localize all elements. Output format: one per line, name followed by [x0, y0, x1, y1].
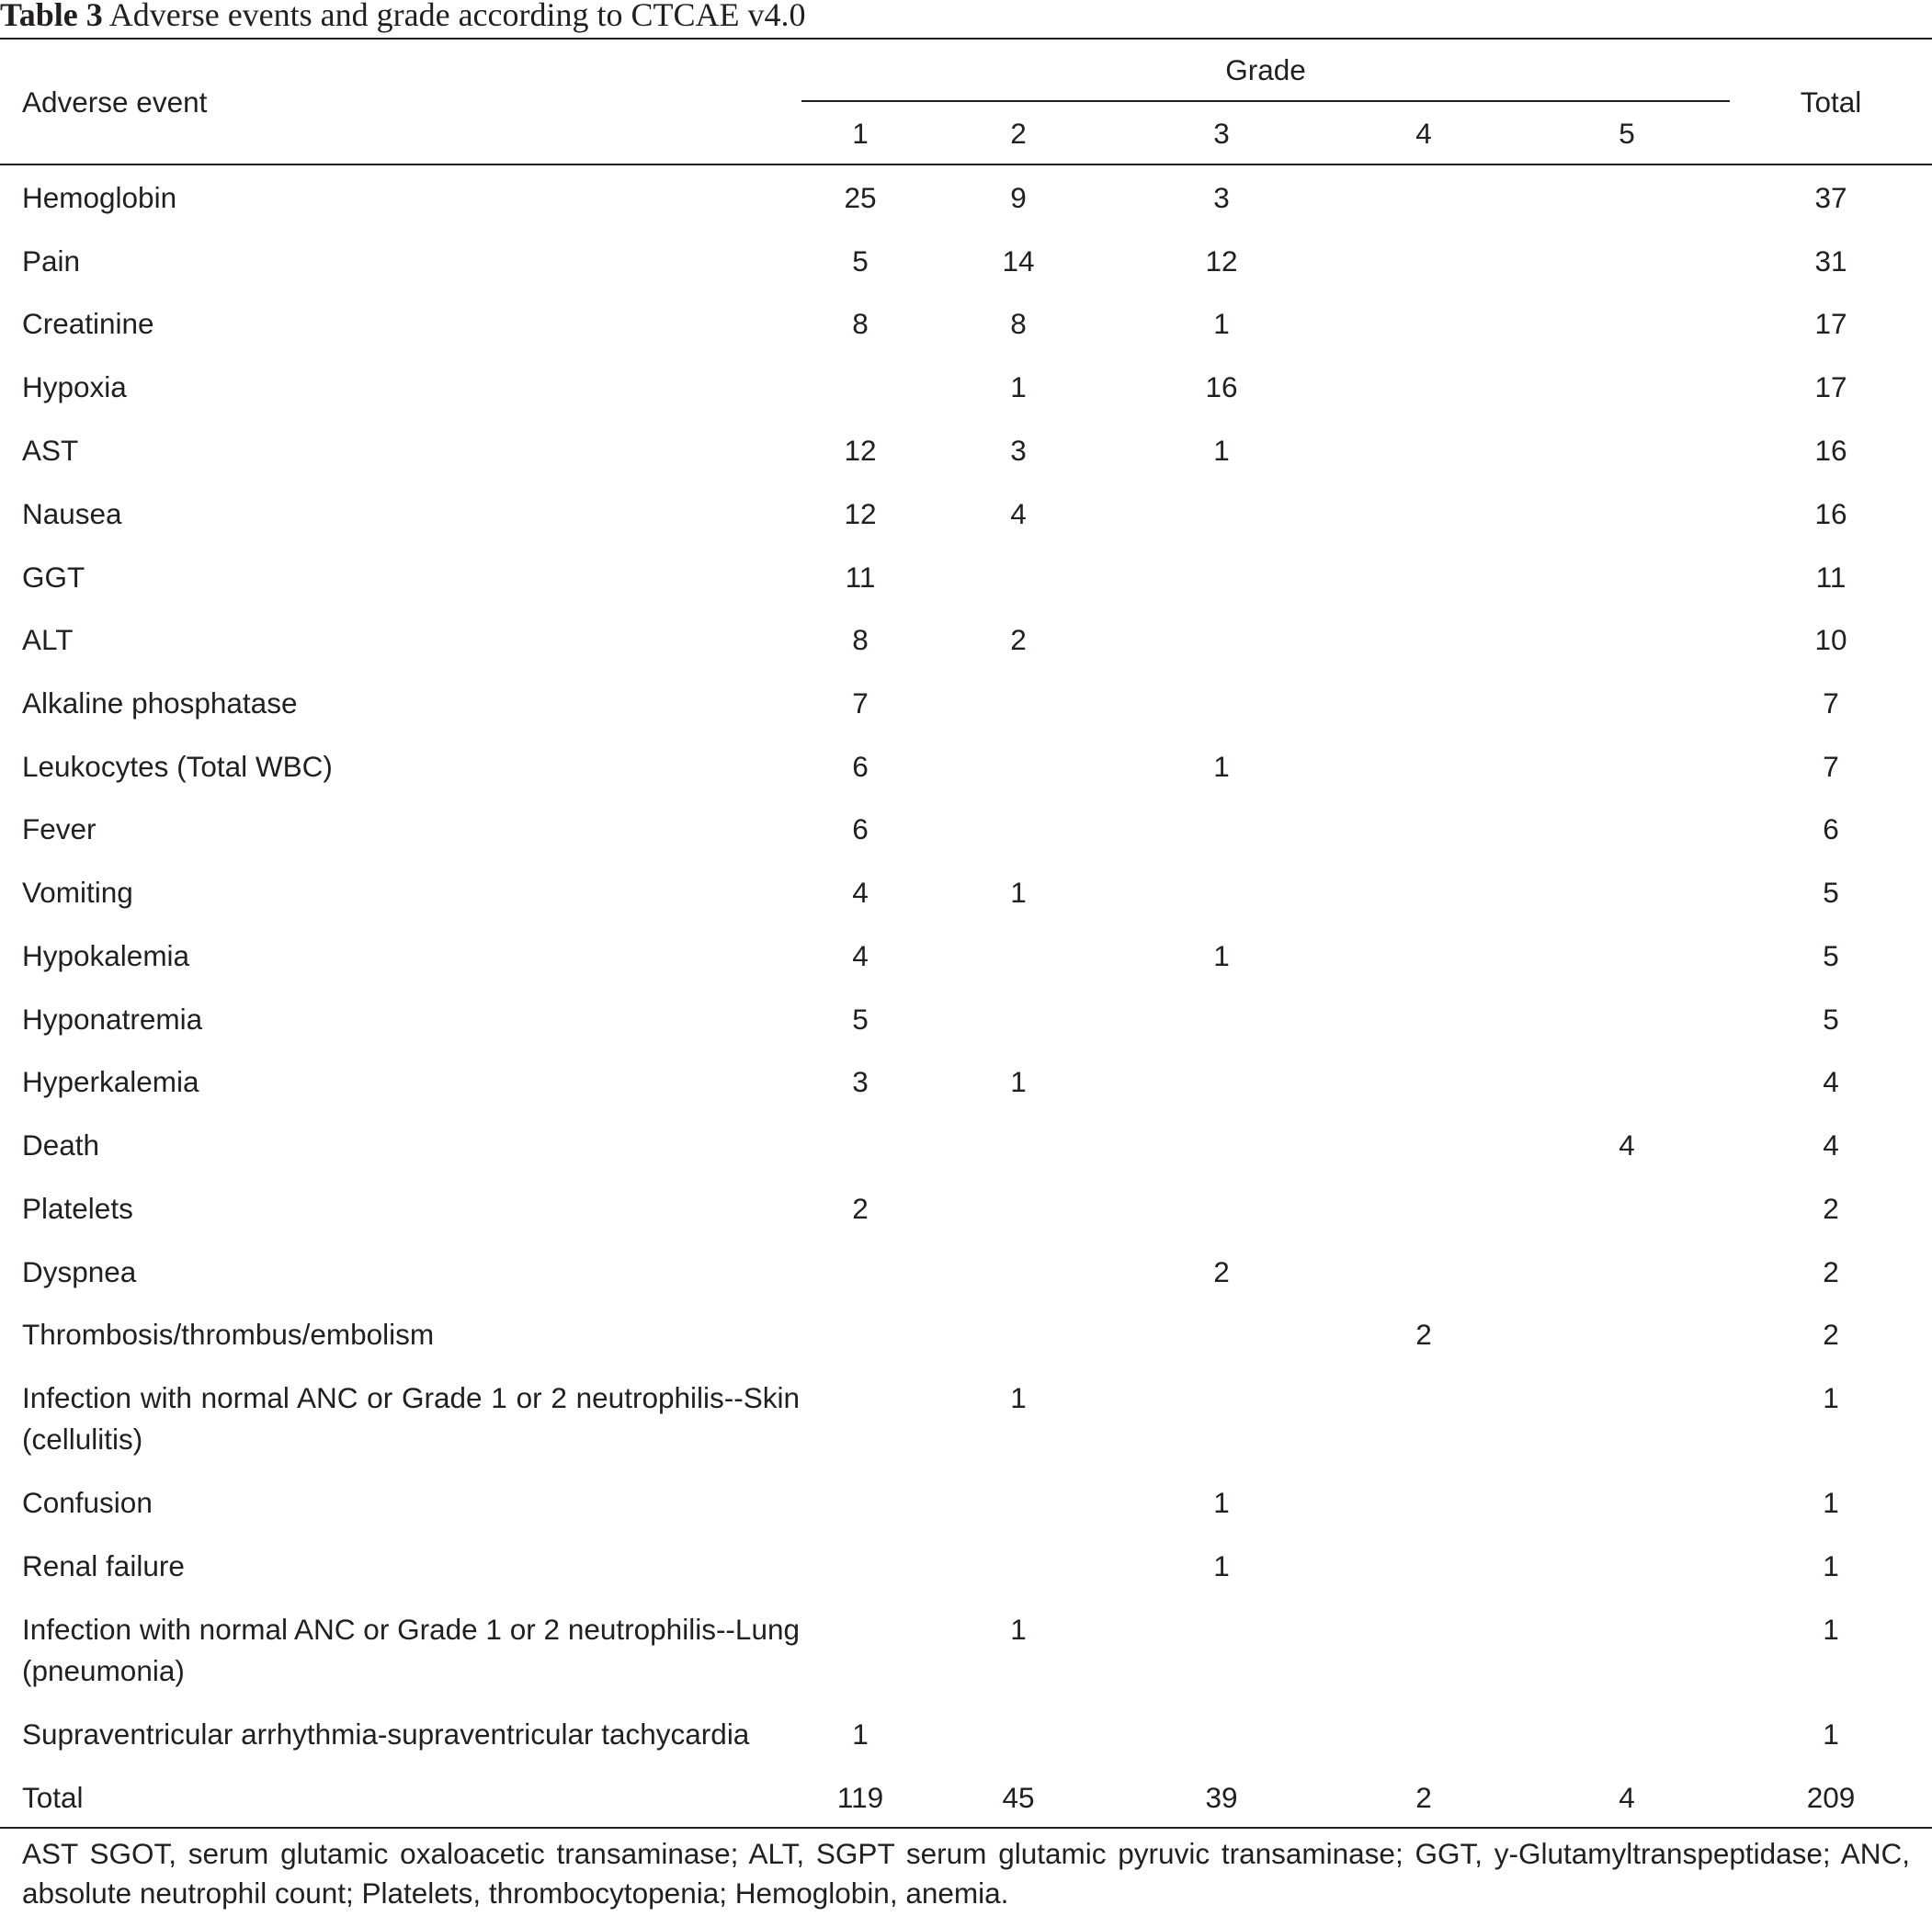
row-10-event: Leukocytes (Total WBC) [22, 750, 333, 783]
row-5-grade-2: 3 [1010, 434, 1027, 467]
row-15-event: Hyperkalemia [22, 1065, 199, 1098]
row-23-total: 1 [1823, 1613, 1839, 1646]
row-3-grade-3: 1 [1213, 307, 1230, 340]
row-6-grade-2: 4 [1010, 497, 1027, 530]
row-25-event: Total [22, 1781, 84, 1814]
row-19-total: 2 [1823, 1318, 1839, 1351]
header-total: Total [1800, 85, 1862, 119]
row-2-grade-1: 5 [852, 244, 869, 278]
row-5-event: AST [22, 434, 79, 467]
row-11-total: 6 [1823, 812, 1839, 845]
table-footnote: AST SGOT, serum glutamic oxaloacetic transaminase; ALT, SGPT serum glutamic pyruvic transaminase; GGT, y-Glutamyltranspeptidase; ANC, absolute neutrophil count; Platelets, thrombocytopenia; Hemoglobin, anemia. [22, 1837, 1910, 1910]
row-9-event: Alkaline phosphatase [22, 686, 298, 720]
row-13-grade-1: 4 [852, 939, 869, 972]
row-18-total: 2 [1823, 1255, 1839, 1288]
row-20-grade-2: 1 [1010, 1381, 1027, 1414]
row-13-grade-3: 1 [1213, 939, 1230, 972]
row-20-event: Infection with normal ANC or Grade 1 or 2 neutrophilis--Skin (cellulitis) [22, 1381, 800, 1456]
table-title: Adverse events and grade according to CTCAE v4.0 [108, 0, 806, 33]
row-12-event: Vomiting [22, 876, 133, 909]
row-6-total: 16 [1814, 497, 1847, 530]
row-9-grade-1: 7 [852, 686, 869, 720]
row-23-grade-2: 1 [1010, 1613, 1027, 1646]
row-2-grade-3: 12 [1205, 244, 1238, 278]
row-1-grade-2: 9 [1010, 181, 1027, 214]
row-1-event: Hemoglobin [22, 181, 177, 214]
row-4-grade-3: 16 [1205, 370, 1238, 403]
header-grade-5: 5 [1619, 117, 1635, 150]
header-grade-3: 3 [1213, 117, 1230, 150]
row-12-grade-2: 1 [1010, 876, 1027, 909]
row-19-event: Thrombosis/thrombus/embolism [22, 1318, 435, 1351]
row-15-grade-2: 1 [1010, 1065, 1027, 1098]
bottom-rule [0, 1827, 1932, 1829]
row-25-total: 209 [1806, 1781, 1856, 1814]
row-9-total: 7 [1823, 686, 1839, 720]
top-rule [0, 38, 1932, 40]
row-13-event: Hypokalemia [22, 939, 190, 972]
row-11-grade-1: 6 [852, 812, 869, 845]
row-12-grade-1: 4 [852, 876, 869, 909]
row-17-event: Platelets [22, 1192, 133, 1225]
row-14-grade-1: 5 [852, 1003, 869, 1036]
header-grade-2: 2 [1010, 117, 1027, 150]
row-14-event: Hyponatremia [22, 1003, 203, 1036]
row-7-event: GGT [22, 561, 85, 594]
row-16-grade-5: 4 [1619, 1128, 1635, 1162]
row-19-grade-4: 2 [1415, 1318, 1432, 1351]
row-8-grade-2: 2 [1010, 623, 1027, 656]
row-1-total: 37 [1814, 181, 1847, 214]
row-25-grade-4: 2 [1415, 1781, 1432, 1814]
row-12-total: 5 [1823, 876, 1839, 909]
row-5-grade-3: 1 [1213, 434, 1230, 467]
row-17-grade-1: 2 [852, 1192, 869, 1225]
row-22-total: 1 [1823, 1549, 1839, 1582]
row-25-grade-2: 45 [1002, 1781, 1035, 1814]
row-17-total: 2 [1823, 1192, 1839, 1225]
row-4-total: 17 [1814, 370, 1847, 403]
header-grade-4: 4 [1415, 117, 1432, 150]
row-4-grade-2: 1 [1010, 370, 1027, 403]
row-23-event: Infection with normal ANC or Grade 1 or 2 neutrophilis--Lung (pneumonia) [22, 1613, 800, 1687]
row-5-total: 16 [1814, 434, 1847, 467]
row-14-total: 5 [1823, 1003, 1839, 1036]
row-7-grade-1: 11 [845, 561, 876, 594]
row-16-total: 4 [1823, 1128, 1839, 1162]
header-grade: Grade [1225, 53, 1306, 86]
row-6-event: Nausea [22, 497, 122, 530]
row-22-grade-3: 1 [1213, 1549, 1230, 1582]
row-1-grade-1: 25 [844, 181, 877, 214]
row-15-total: 4 [1823, 1065, 1839, 1098]
row-6-grade-1: 12 [844, 497, 877, 530]
row-24-total: 1 [1823, 1718, 1839, 1751]
row-3-event: Creatinine [22, 307, 154, 340]
row-2-grade-2: 14 [1002, 244, 1035, 278]
header-grade-1: 1 [852, 117, 869, 150]
row-22-event: Renal failure [22, 1549, 185, 1582]
row-3-grade-2: 8 [1010, 307, 1027, 340]
row-5-grade-1: 12 [844, 434, 877, 467]
row-8-event: ALT [22, 623, 74, 656]
row-18-grade-3: 2 [1213, 1255, 1230, 1288]
row-18-event: Dyspnea [22, 1255, 137, 1288]
row-4-event: Hypoxia [22, 370, 127, 403]
row-7-total: 11 [1815, 561, 1847, 594]
row-10-total: 7 [1823, 750, 1839, 783]
row-3-grade-1: 8 [852, 307, 869, 340]
row-21-event: Confusion [22, 1486, 153, 1519]
row-10-grade-1: 6 [852, 750, 869, 783]
row-1-grade-3: 3 [1213, 181, 1230, 214]
table-caption [0, 0, 806, 35]
row-10-grade-3: 1 [1213, 750, 1230, 783]
row-11-event: Fever [22, 812, 97, 845]
row-2-total: 31 [1814, 244, 1847, 278]
row-8-total: 10 [1814, 623, 1847, 656]
row-24-event: Supraventricular arrhythmia-supraventricular tachycardia [22, 1718, 750, 1751]
row-2-event: Pain [22, 244, 81, 278]
row-25-grade-5: 4 [1619, 1781, 1635, 1814]
row-24-grade-1: 1 [852, 1718, 869, 1751]
row-21-total: 1 [1823, 1486, 1839, 1519]
row-20-total: 1 [1823, 1381, 1839, 1414]
table-label: Table 3 [0, 0, 103, 33]
row-3-total: 17 [1814, 307, 1847, 340]
row-8-grade-1: 8 [852, 623, 869, 656]
header-rule [0, 164, 1932, 165]
row-25-grade-1: 119 [836, 1781, 884, 1814]
row-15-grade-1: 3 [852, 1065, 869, 1098]
row-25-grade-3: 39 [1205, 1781, 1238, 1814]
header-adverse-event: Adverse event [22, 85, 208, 119]
row-13-total: 5 [1823, 939, 1839, 972]
grade-span-rule [801, 100, 1730, 102]
row-21-grade-3: 1 [1213, 1486, 1230, 1519]
row-16-event: Death [22, 1128, 100, 1162]
